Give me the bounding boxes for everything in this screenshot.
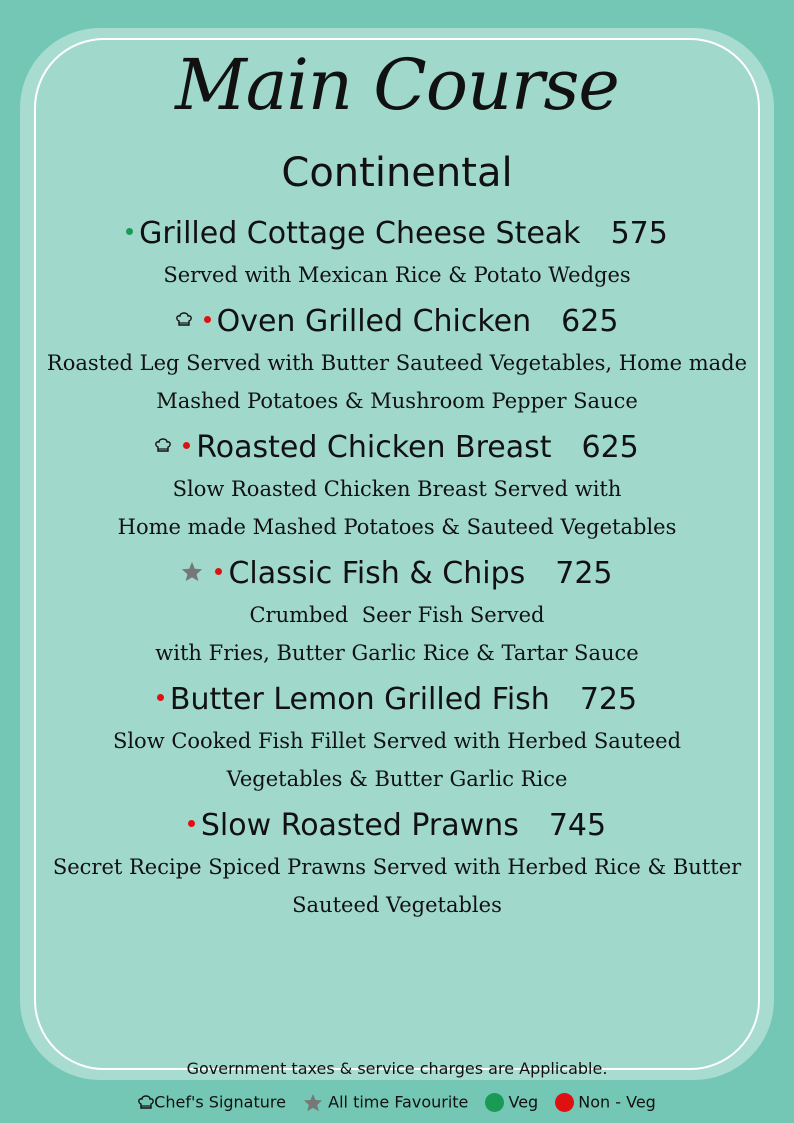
dish-price: 745 — [548, 808, 607, 843]
dish-description: Sauteed Vegetables — [292, 893, 502, 917]
dish-name: Grilled Cottage Cheese Steak — [139, 216, 581, 251]
menu-item-name — [0, 214, 794, 254]
chef-hat-icon — [176, 312, 192, 327]
legend — [0, 1091, 794, 1114]
veg-indicator-icon — [485, 1093, 504, 1112]
dish-name: Butter Lemon Grilled Fish — [169, 682, 550, 717]
legend-label: Veg — [508, 1092, 539, 1112]
dish-name: Slow Roasted Prawns — [200, 808, 519, 843]
non-veg-indicator-icon — [204, 316, 211, 323]
dish-description: Crumbed Seer Fish Served — [249, 603, 545, 627]
non-veg-indicator-icon — [555, 1093, 574, 1112]
dish-price: 725 — [579, 682, 638, 717]
dish-price: 725 — [555, 556, 613, 591]
dish-name: Roasted Chicken Breast — [196, 430, 552, 465]
menu-item-name — [0, 428, 794, 468]
dish-description: Roasted Leg Served with Butter Sauteed Vegetables, Home made — [46, 351, 748, 375]
menu-item-name — [0, 302, 794, 342]
non-veg-indicator-icon — [188, 820, 195, 827]
dish-description: Secret Recipe Spiced Prawns Served with Herbed Rice & Butter — [52, 855, 742, 879]
dish-description: Home made Mashed Potatoes & Sauteed Vegetables — [117, 515, 677, 539]
dish-name: Classic Fish & Chips — [228, 556, 526, 591]
non-veg-indicator-icon — [157, 694, 164, 701]
legend-label: All time Favourite — [328, 1092, 469, 1112]
dish-description: Slow Cooked Fish Fillet Served with Herbed Sauteed — [112, 729, 682, 753]
dish-description: Mashed Potatoes & Mushroom Pepper Sauce — [156, 389, 638, 413]
chef-hat-icon — [155, 438, 171, 453]
non-veg-indicator-icon — [183, 442, 190, 449]
menu-item-name — [0, 806, 794, 846]
chef-hat-icon — [138, 1095, 154, 1110]
legend-veg — [485, 1091, 538, 1114]
legend-chef-signature — [138, 1091, 286, 1114]
menu-item-name — [0, 554, 794, 594]
dish-description: Slow Roasted Chicken Breast Served with — [172, 477, 622, 501]
star-icon — [303, 1093, 323, 1112]
menu-item-name — [0, 680, 794, 720]
page-title: Main Course — [175, 44, 619, 126]
veg-indicator-icon — [126, 228, 133, 235]
legend-label: Chef's Signature — [154, 1092, 286, 1112]
dish-price: 625 — [581, 430, 639, 465]
dish-name: Oven Grilled Chicken — [216, 304, 532, 339]
dish-price: 575 — [610, 216, 668, 251]
dish-description: Vegetables & Butter Garlic Rice — [226, 767, 568, 791]
dish-description: with Fries, Butter Garlic Rice & Tartar Sauce — [155, 641, 639, 665]
legend-all-time-favourite — [303, 1091, 468, 1114]
legend-non-veg — [555, 1091, 656, 1114]
dish-description: Served with Mexican Rice & Potato Wedges — [163, 263, 631, 287]
dish-price: 625 — [561, 304, 619, 339]
section-title: Continental — [281, 150, 513, 196]
tax-note: Government taxes & service charges are Applicable. — [186, 1059, 608, 1078]
non-veg-indicator-icon — [215, 568, 222, 575]
legend-label: Non - Veg — [578, 1092, 656, 1112]
star-icon — [181, 561, 203, 582]
